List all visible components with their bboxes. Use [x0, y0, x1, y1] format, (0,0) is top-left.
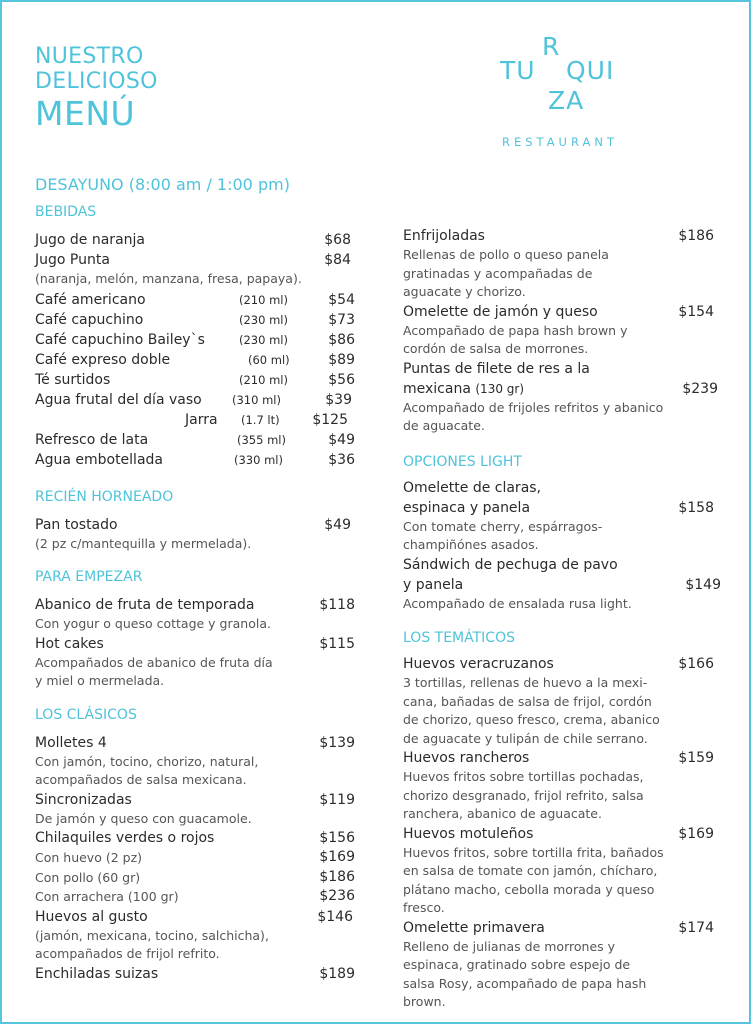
item-description: Huevos fritos, sobre tortilla frita, bañados	[403, 844, 664, 860]
menu-item: Enchiladas suizas $189	[35, 965, 355, 982]
logo-r: R	[542, 32, 561, 61]
item-description: ranchera, abanico de aguacate.	[403, 806, 602, 821]
item-description: Con yogur o queso cottage y granola.	[35, 616, 271, 631]
menu-item: Agua embotellada (330 ml) $36	[35, 451, 355, 468]
menu-item: espinaca y panela $158	[403, 499, 714, 516]
logo-za: ZA	[548, 86, 585, 115]
item-description: salsa Rosy, acompañado de papa hash	[403, 975, 647, 991]
section-title-bebidas: BEBIDAS	[35, 204, 97, 220]
item-description: aguacate y chorizo.	[403, 284, 526, 299]
restaurant-logo	[496, 30, 636, 155]
menu-option: Con huevo (2 pz) $169	[35, 849, 355, 865]
item-description: De jamón y queso con guacamole.	[35, 810, 252, 826]
left-column	[35, 204, 355, 984]
item-description: 3 tortillas, rellenas de huevo a la mexi-	[403, 675, 648, 690]
item-description: (2 pz c/mantequilla y mermelada).	[35, 535, 252, 551]
item-description: acompañados de frijol refrito.	[35, 946, 220, 961]
menu-option: Con pollo (60 gr) $186	[35, 868, 355, 885]
menu-item: Omelette de jamón y queso $154	[403, 303, 714, 320]
item-description: champiñónes asados.	[403, 537, 539, 552]
menu-option: Con arrachera (100 gr) $236	[35, 888, 355, 904]
menu-item: mexicana (130 gr) $239	[403, 380, 718, 397]
item-description: espinaca, gratinado sobre espejo de	[403, 957, 631, 972]
item-description: en salsa de tomate con jamón, chícharo,	[403, 863, 658, 878]
logo-tu: TU	[500, 56, 536, 85]
menu-item: Agua frutal del día vaso (310 ml) $39	[35, 391, 352, 408]
item-description: Rellenas de pollo o queso panela	[403, 247, 609, 262]
menu-item: Sándwich de pechuga de pavo	[403, 556, 618, 573]
menu-item: Omelette primavera $174	[403, 919, 714, 936]
section-title-los-tematicos: LOS TEMÁTICOS	[403, 630, 515, 646]
breakfast-heading: DESAYUNO (8:00 am / 1:00 pm)	[35, 175, 290, 194]
item-description: cana, bañadas de salsa de frijol, cordón	[403, 693, 652, 709]
menu-item: Huevos rancheros $159	[403, 750, 714, 766]
hero-line-3: MENÚ	[35, 94, 136, 133]
item-description: Acompañados de abanico de fruta día	[35, 654, 273, 670]
menu-item: Sincronizadas $119	[35, 791, 355, 808]
hero-line-2: DELICIOSO	[35, 69, 158, 94]
item-description: Acompañado de ensalada rusa light.	[403, 595, 632, 611]
item-description: de aguacate y tulipán de chile serrano.	[403, 730, 648, 746]
menu-item: Enfrijoladas $186	[403, 228, 714, 244]
hero-line-1: NUESTRO	[35, 44, 144, 69]
item-description: de aguacate.	[403, 418, 485, 433]
item-description: Relleno de julianas de morrones y	[403, 938, 616, 954]
menu-item: Huevos motuleños $169	[403, 825, 714, 842]
menu-item: y panela $149	[403, 576, 721, 593]
menu-item: Pan tostado $49	[35, 516, 351, 533]
item-description: (naranja, melón, manzana, fresa, papaya).	[35, 271, 302, 286]
item-description: cordón de salsa de morrones.	[403, 341, 589, 356]
item-description: Acompañado de frijoles refritos y abanico	[403, 399, 664, 415]
hero-title	[35, 44, 158, 133]
item-description: y miel o mermelada.	[35, 673, 165, 688]
section-title-para-empezar: PARA EMPEZAR	[35, 569, 143, 585]
menu-item: Café expreso doble (60 ml) $89	[35, 351, 355, 368]
menu-item: Café americano (210 ml) $54	[35, 291, 355, 308]
menu-item: Chilaquiles verdes o rojos $156	[35, 830, 355, 846]
logo-subtitle: RESTAURANT	[502, 135, 618, 149]
item-description: (jamón, mexicana, tocino, salchicha),	[35, 927, 269, 943]
menu-item: Refresco de lata (355 ml) $49	[35, 431, 355, 448]
menu-item: Té surtidos (210 ml) $56	[35, 371, 355, 388]
menu-item: Hot cakes $115	[35, 635, 355, 652]
menu-item: Omelette de claras,	[403, 479, 542, 496]
item-description: gratinadas y acompañadas de	[403, 265, 593, 281]
logo-qui: QUI	[566, 56, 615, 85]
item-description: Huevos fritos sobre tortillas pochadas,	[403, 769, 644, 784]
right-column	[403, 226, 721, 1012]
section-title-recien-horneado: RECIÉN HORNEADO	[35, 488, 174, 505]
item-description: de chorizo, queso fresco, crema, abanico	[403, 712, 660, 727]
section-title-los-clasicos: LOS CLÁSICOS	[35, 706, 137, 723]
menu-item: Molletes 4 $139	[35, 734, 355, 751]
item-description: brown.	[403, 994, 446, 1009]
menu-item: Jugo Punta $84	[35, 252, 351, 268]
item-description: Con tomate cherry, espárragos-	[403, 518, 603, 534]
item-description: Acompañado de papa hash brown y	[403, 322, 628, 338]
menu-item: Huevos veracruzanos $166	[403, 656, 714, 672]
item-description: acompañados de salsa mexicana.	[35, 772, 247, 787]
menu-item: Puntas de filete de res a la	[403, 360, 590, 377]
menu-item: Jarra (1.7 lt) $125	[185, 411, 348, 428]
item-description: Con jamón, tocino, chorizo, natural,	[35, 753, 259, 769]
section-title-opciones-light: OPCIONES LIGHT	[403, 453, 522, 470]
item-description: chorizo desgranado, frijol refrito, salsa	[403, 787, 644, 803]
menu-item: Jugo de naranja $68	[35, 232, 351, 248]
menu-item: Café capuchino (230 ml) $73	[35, 311, 355, 328]
menu-item: Huevos al gusto $146	[35, 908, 353, 925]
menu-item: Abanico de fruta de temporada $118	[35, 597, 355, 613]
item-description: plátano macho, cebolla morada y queso	[403, 881, 655, 897]
menu-item: Café capuchino Bailey`s (230 ml) $86	[35, 331, 355, 348]
item-description: fresco.	[403, 900, 445, 915]
